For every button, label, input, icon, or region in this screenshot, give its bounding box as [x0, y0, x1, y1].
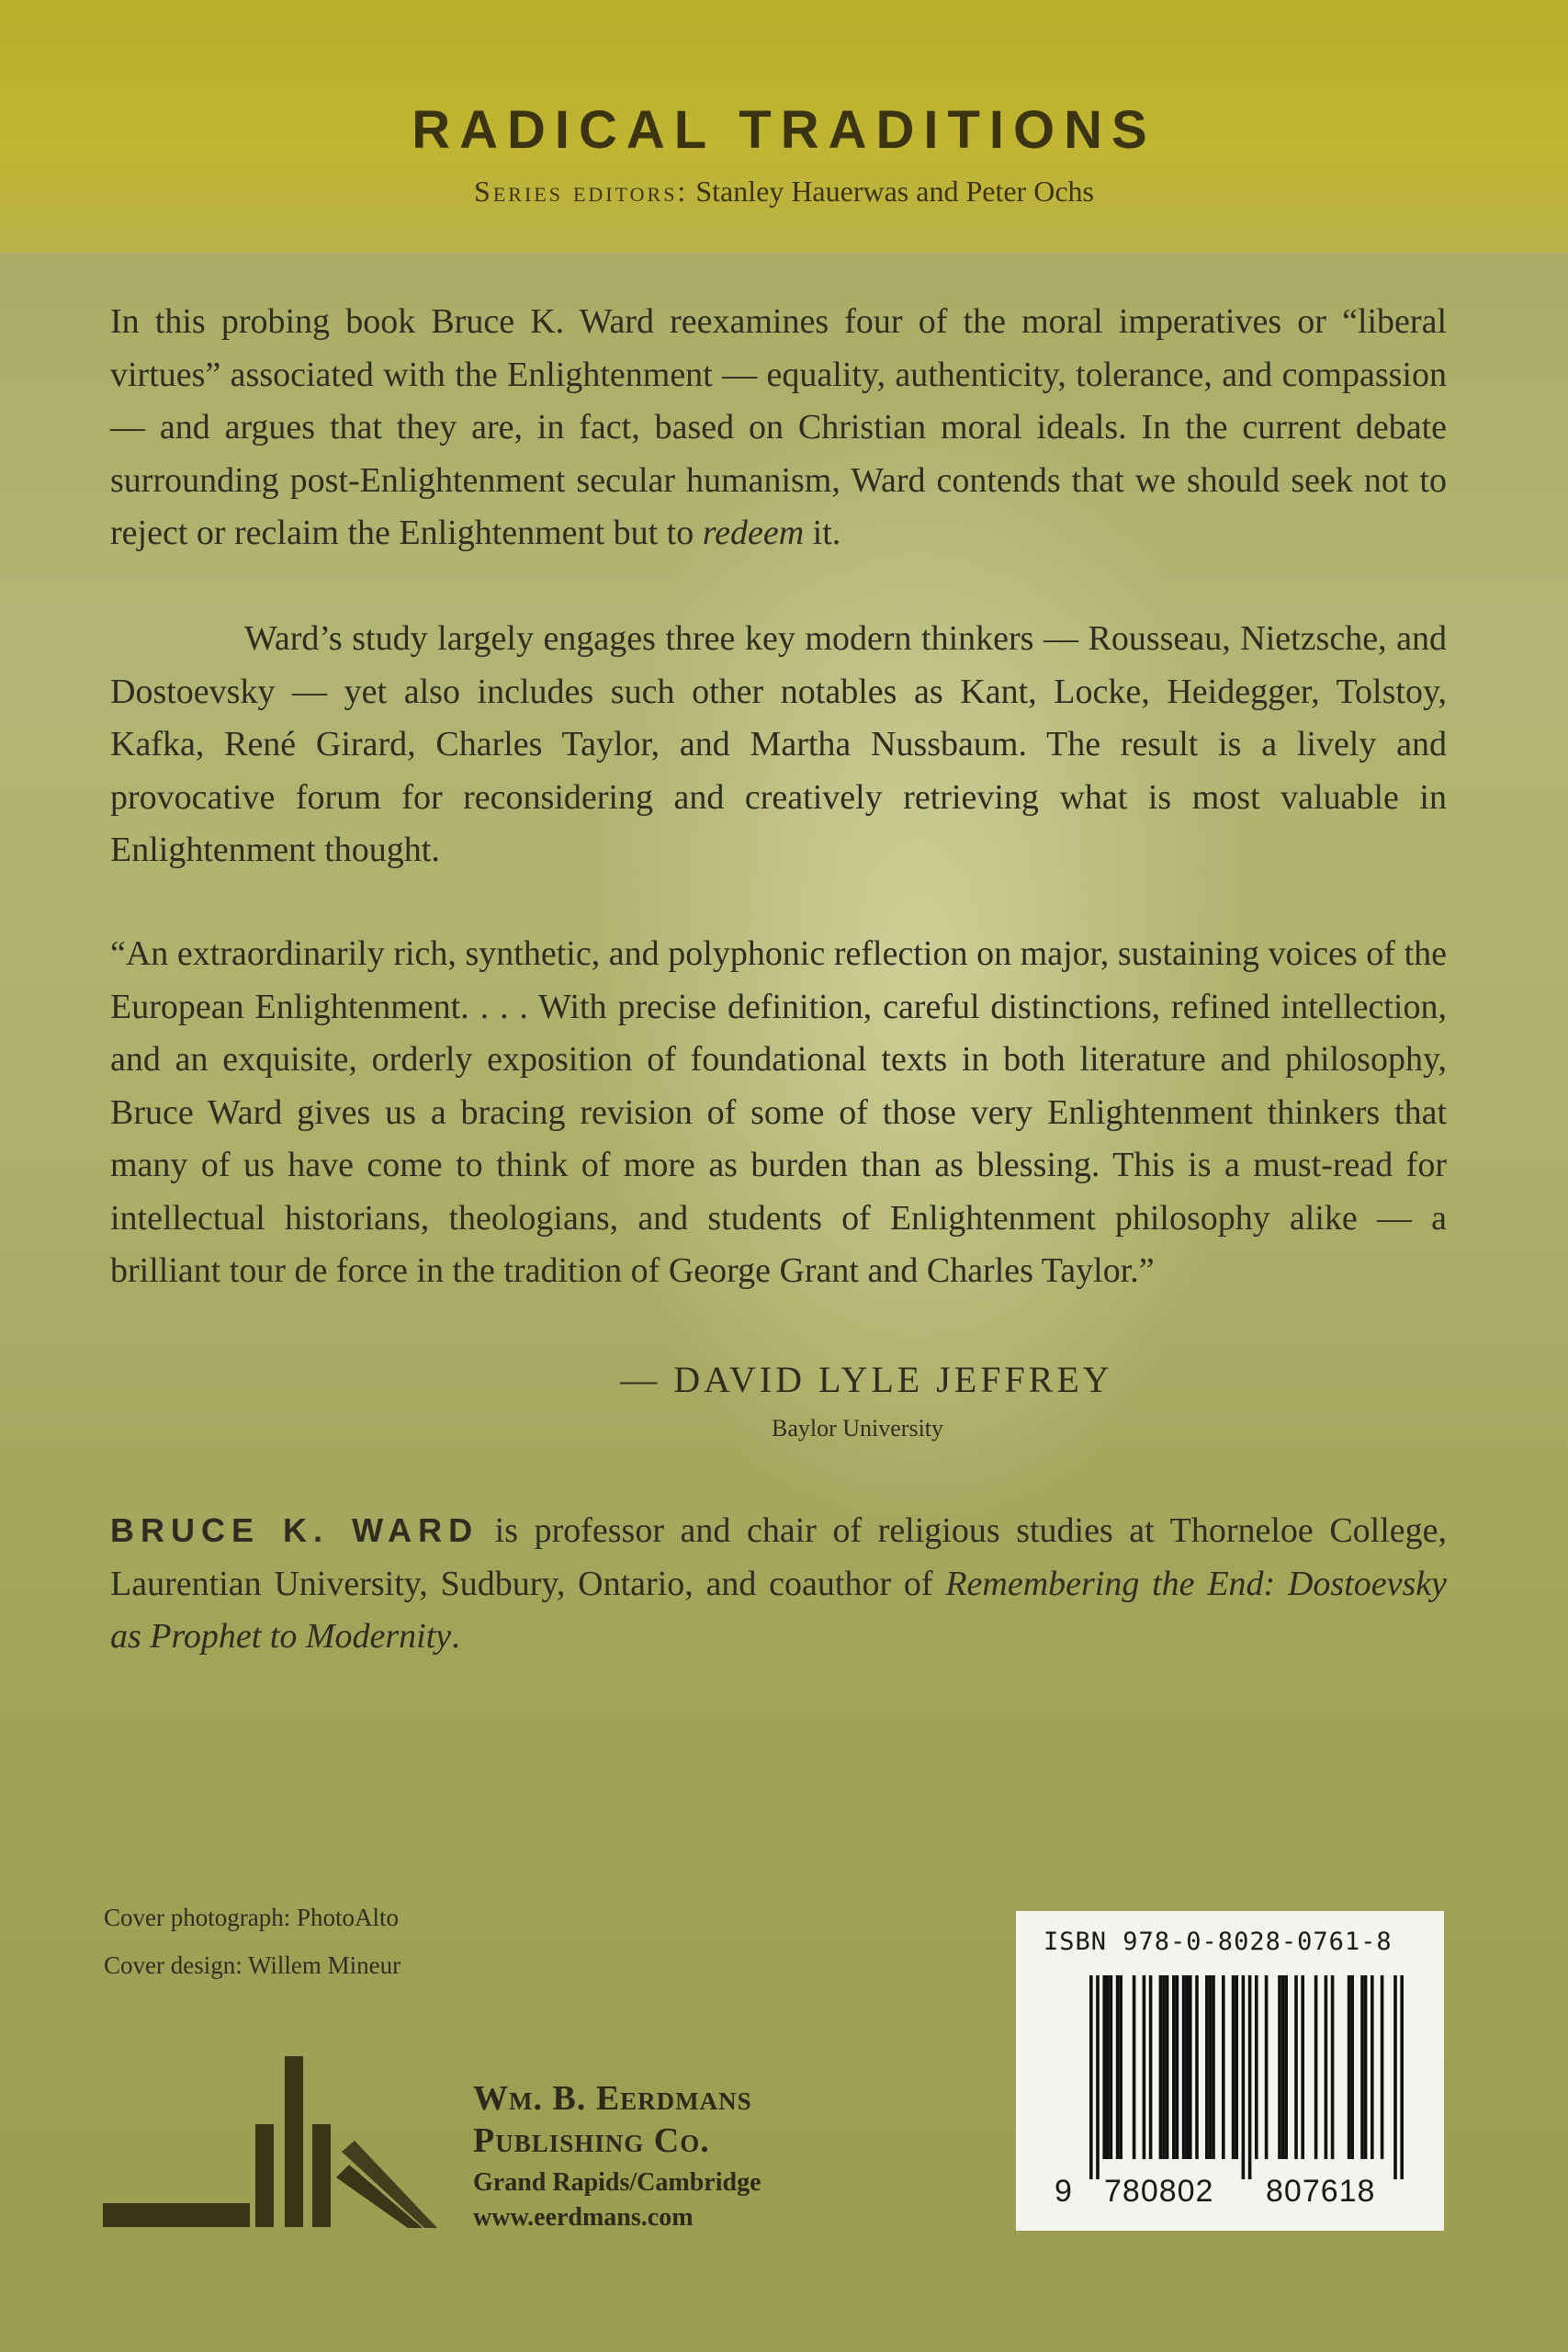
barcode-bar — [1159, 1975, 1163, 2159]
barcode-bar — [1301, 1975, 1304, 2159]
publisher-logo — [101, 2049, 450, 2237]
barcode-bar — [1364, 1975, 1368, 2159]
publisher-name: Wm. B. Eerdmans — [473, 2079, 752, 2118]
logo-book-3 — [312, 2124, 331, 2227]
barcode-bar — [1278, 1975, 1281, 2159]
blurb-emphasis: redeem — [702, 514, 805, 552]
bio-text: is professor and chair of religious studies at Thorneloe College, Laurentian University, Sudbury, Ontario, and coauthor of — [110, 1511, 1448, 1603]
barcode-bar — [1162, 1975, 1166, 2159]
publisher-url: www.eerdmans.com — [473, 2203, 694, 2232]
publisher-company: Publishing Co. — [473, 2121, 710, 2160]
series-editors — [0, 175, 1568, 209]
barcode-bar — [1089, 1975, 1093, 2179]
series-editors-names: Stanley Hauerwas and Peter Ochs — [695, 175, 1094, 208]
logo-book-2 — [285, 2056, 303, 2227]
blurb-text-end: it. — [812, 514, 841, 552]
barcode-bar — [1205, 1975, 1209, 2159]
barcode-bar — [1110, 1975, 1113, 2159]
barcode-bar — [1232, 1975, 1235, 2159]
barcode-bar — [1166, 1975, 1169, 2159]
barcode-bar — [1149, 1975, 1153, 2159]
cover-photo-credit: Cover photograph: PhotoAlto — [104, 1904, 399, 1931]
series-editors-label: Series editors: — [474, 175, 689, 208]
barcode-bar — [1182, 1975, 1186, 2159]
barcode-bar — [1172, 1975, 1176, 2159]
barcode-bar — [1331, 1975, 1335, 2159]
barcode-bar — [1176, 1975, 1179, 2159]
barcode-bar — [1281, 1975, 1285, 2159]
barcode-bar — [1133, 1975, 1136, 2159]
barcode-bar — [1185, 1975, 1189, 2159]
ean-right-digits: 807618 — [1266, 2174, 1376, 2209]
blurb-paragraph-1 — [110, 296, 1447, 560]
barcode-bar — [1212, 1975, 1215, 2159]
barcode-bar — [1209, 1975, 1213, 2159]
endorsement-author: — DAVID LYLE JEFFREY — [620, 1359, 1113, 1400]
endorsement-quote: “An extraordinarily rich, synthetic, and polyphonic reflection on major, sustaining voices of the European Enlightenment. . . . With precise definition, careful distinctions, refined intellection, and an exquisite, orderly exposition of foundational texts in both literature and philosophy, Bruce Ward gives us a bracing revision of some of those very Enlightenment thinkers that many of us have come to think of more as burden than as blessing. This is a must-read for intellectual historians, theologians, and students of Enlightenment philosophy alike — a brilliant tour de force in the tradition of George Grant and Charles Taylor.” — [110, 934, 1447, 1290]
barcode-bar — [1265, 1975, 1269, 2159]
barcode-bar — [1294, 1975, 1298, 2159]
barcode-bar — [1235, 1975, 1238, 2159]
ean-first-digit: 9 — [1055, 2174, 1073, 2209]
barcode-bar — [1400, 1975, 1404, 2179]
ean-left-digits: 780802 — [1104, 2174, 1214, 2209]
barcode-bar — [1119, 1975, 1122, 2159]
barcode — [1016, 1911, 1444, 2231]
blurb-text: In this probing book Bruce K. Ward reexamines four of the moral imperatives or “liberal virtues” associated with the Enlightenment — equality, authenticity, tolerance, and compassion — and argues that they are, in fact, based on Christian moral ideals. In the current debate surrounding post-Enlightenment secular humanism, Ward contends that we should seek not to reject or reclaim the Enlightenment but to — [110, 302, 1447, 552]
barcode-bar — [1381, 1975, 1384, 2159]
bio-book-title: Remembering the End: Dostoevsky as Prophet to Modernity — [110, 1564, 1448, 1656]
barcode-bar — [1248, 1975, 1252, 2179]
endorsement-affiliation: Baylor University — [771, 1415, 944, 1442]
barcode-bar — [1371, 1975, 1374, 2159]
author-name: BRUCE K. WARD — [110, 1511, 479, 1549]
barcode-bar — [1325, 1975, 1328, 2159]
logo-shelf — [103, 2203, 250, 2227]
barcode-bar — [1348, 1975, 1351, 2159]
barcode-bar — [1393, 1975, 1397, 2179]
publisher-city: Grand Rapids/Cambridge — [473, 2168, 761, 2197]
bio-end: . — [451, 1617, 460, 1656]
barcode-bar — [1116, 1975, 1120, 2159]
barcode-panel — [1016, 1911, 1444, 2231]
barcode-bar — [1314, 1975, 1318, 2159]
logo-book-1 — [255, 2124, 274, 2227]
barcode-bar — [1255, 1975, 1258, 2159]
barcode-bar — [1350, 1975, 1354, 2159]
barcode-bar — [1189, 1975, 1192, 2159]
barcode-bar — [1102, 1975, 1106, 2159]
author-bio — [110, 1504, 1447, 1664]
series-title: RADICAL TRADITIONS — [412, 100, 1156, 160]
barcode-bar — [1360, 1975, 1364, 2159]
cover-design-credit: Cover design: Willem Mineur — [104, 1951, 401, 1979]
blurb-paragraph-2: Ward’s study largely engages three key modern thinkers — Rousseau, Nietzsche, and Dostoevsky — yet also includes such other notables as Kant, Locke, Heidegger, Tolstoy, Kafka, René Girard, Charles Taylor, and Martha Nussbaum. The result is a lively and provocative forum for reconsidering and creatively retrieving what is most valuable in Enlightenment thought. — [110, 619, 1447, 869]
isbn-label: ISBN 978-0-8028-0761-8 — [1043, 1928, 1393, 1956]
barcode-bar — [1195, 1975, 1199, 2159]
barcode-bar — [1143, 1975, 1146, 2159]
barcode-bar — [1222, 1975, 1225, 2159]
barcode-bar — [1242, 1975, 1246, 2179]
barcode-bar — [1284, 1975, 1288, 2159]
barcode-bar — [1096, 1975, 1100, 2179]
barcode-bar — [1106, 1975, 1110, 2159]
